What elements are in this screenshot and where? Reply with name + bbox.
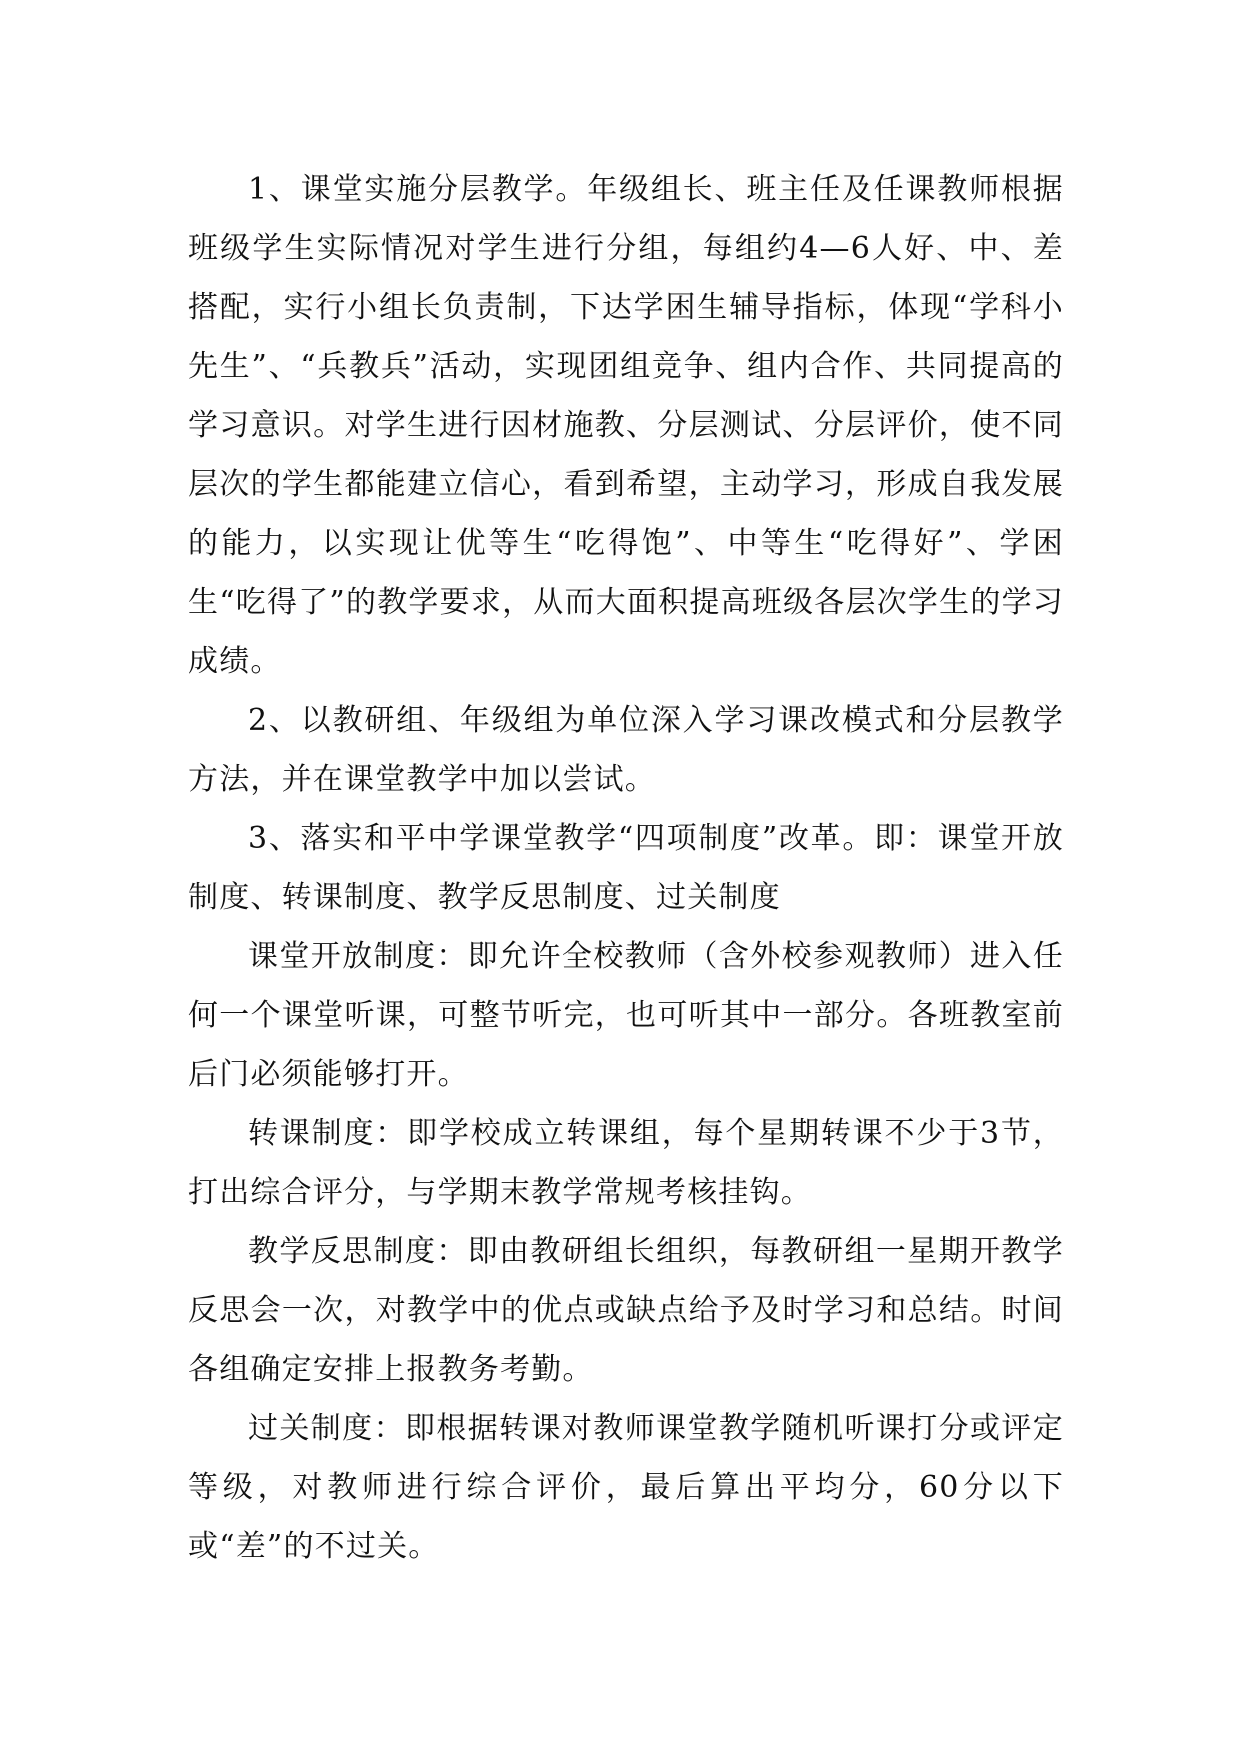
- paragraph-pass-system: 过关制度：即根据转课对教师课堂教学随机听课打分或评定等级，对教师进行综合评价，最后算出平均分，60分以下或“差”的不过关。: [188, 1411, 1064, 1564]
- document-body: [188, 160, 1064, 1576]
- paragraph-teaching-research: 2、以教研组、年级组为单位深入学习课改模式和分层教学方法，并在课堂教学中加以尝试。: [188, 703, 1064, 797]
- paragraph-open-classroom: 课堂开放制度：即允许全校教师（含外校参观教师）进入任何一个课堂听课，可整节听完，也可听其中一部分。各班教室前后门必须能够打开。: [188, 939, 1064, 1092]
- paragraph-layered-teaching: 1、课堂实施分层教学。年级组长、班主任及任课教师根据班级学生实际情况对学生进行分组，每组约4—6人好、中、差搭配，实行小组长负责制，下达学困生辅导指标，体现“学科小先生”、“兵教兵”活动，实现团组竞争、组内合作、共同提高的学习意识。对学生进行因材施教、分层测试、分层评价，使不同层次的学生都能建立信心，看到希望，主动学习，形成自我发展的能力，以实现让优等生“吃得饱”、中等生“吃得好”、学困生“吃得了”的教学要求，从而大面积提高班级各层次学生的学习成绩。: [188, 172, 1064, 679]
- paragraph-teaching-reflection: 教学反思制度：即由教研组长组织，每教研组一星期开教学反思会一次，对教学中的优点或缺点给予及时学习和总结。时间各组确定安排上报教务考勤。: [188, 1234, 1064, 1387]
- paragraph-class-visit: 转课制度：即学校成立转课组，每个星期转课不少于3节，打出综合评分，与学期末教学常规考核挂钩。: [188, 1116, 1064, 1210]
- paragraph-four-systems: 3、落实和平中学课堂教学“四项制度”改革。即：课堂开放制度、转课制度、教学反思制度、过关制度: [188, 821, 1064, 915]
